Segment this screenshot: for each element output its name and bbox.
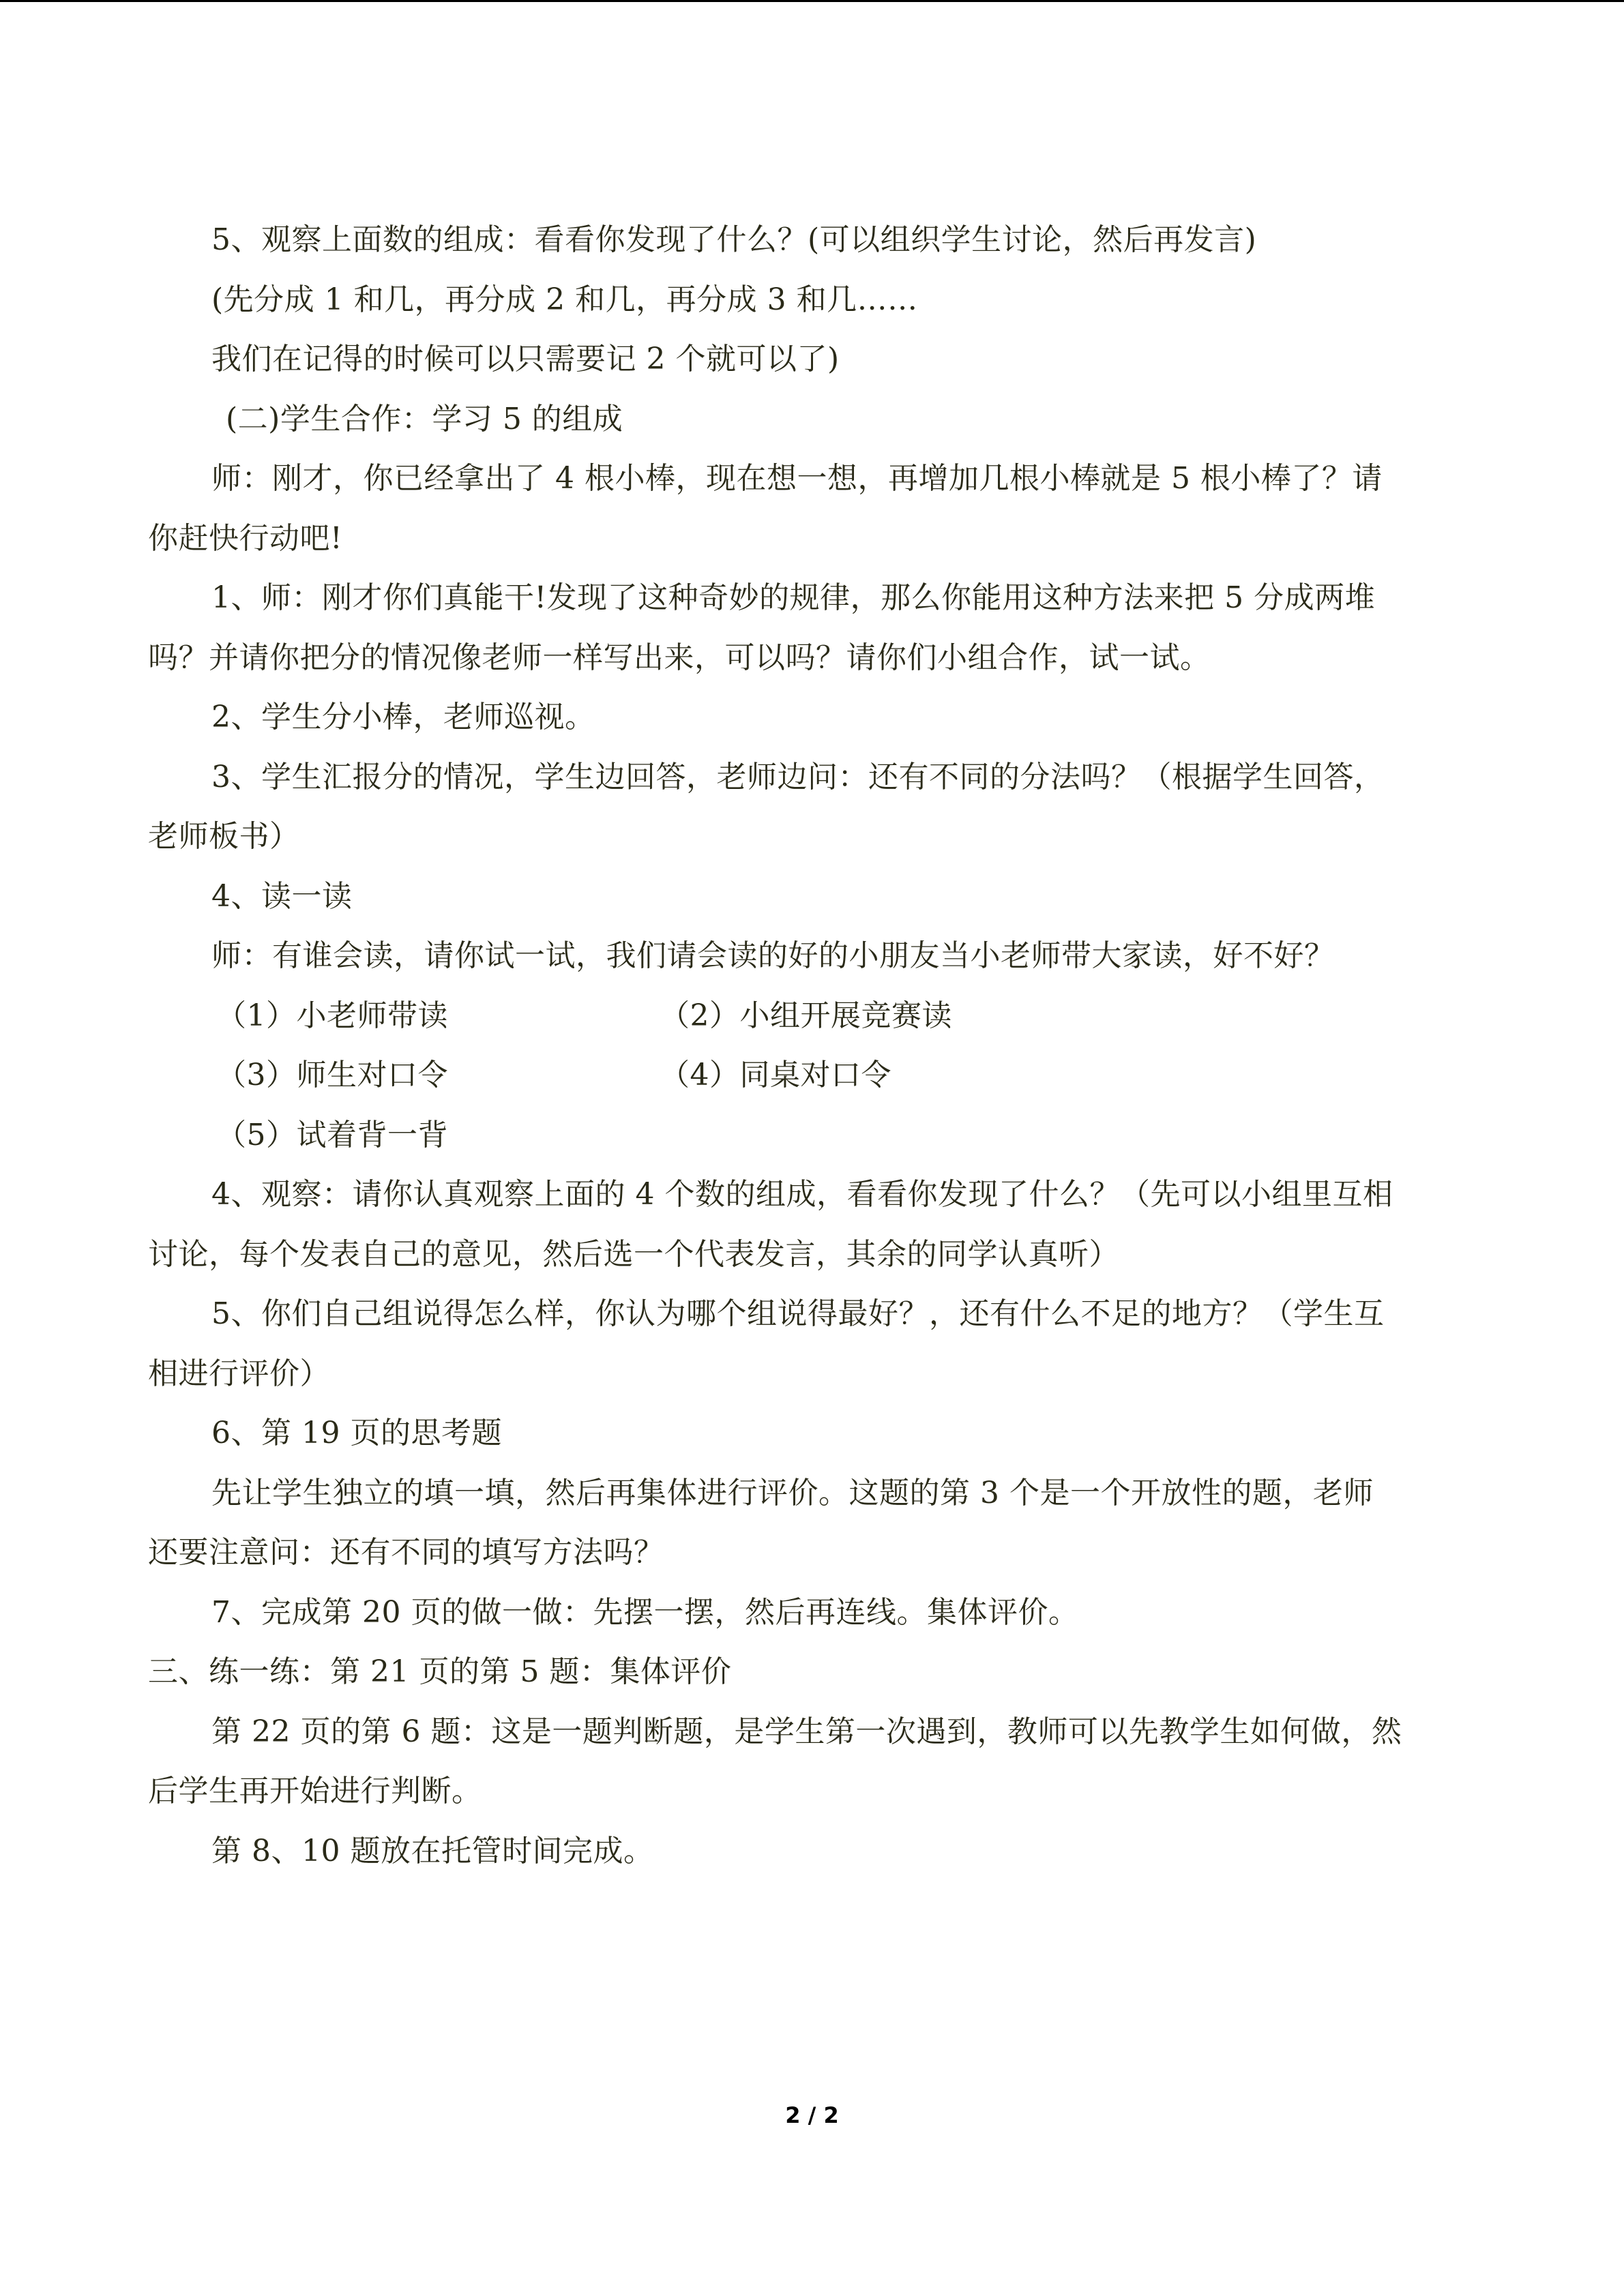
top-border-line bbox=[0, 0, 1624, 2]
paragraph-line: (先分成 1 和几，再分成 2 和几，再分成 3 和几…… bbox=[211, 282, 918, 317]
paragraph-line: 6、第 19 页的思考题 bbox=[211, 1416, 502, 1450]
paragraph-line: 4、读一读 bbox=[211, 878, 353, 914]
reading-methods-row bbox=[148, 1045, 1475, 1105]
paragraph-line: 7、完成第 20 页的做一做：先摆一摆，然后再连线。集体评价。 bbox=[211, 1594, 1079, 1630]
section-heading: (二)学生合作：学习 5 的组成 bbox=[226, 401, 623, 436]
reading-method-item: （2）小组开展竞赛读 bbox=[660, 998, 952, 1033]
paragraph-line: 1、师：刚才你们真能干!发现了这种奇妙的规律，那么你能用这种方法来把 5 分成两堆 bbox=[211, 580, 1376, 615]
paragraph-line: 师：刚才，你已经拿出了 4 根小棒，现在想一想，再增加几根小棒就是 5 根小棒了？请 bbox=[211, 461, 1383, 496]
paragraph-line: 先让学生独立的填一填，然后再集体进行评价。这题的第 3 个是一个开放性的题，老师 bbox=[211, 1475, 1374, 1510]
paragraph-line: 5、你们自己组说得怎么样，你认为哪个组说得最好？，还有什么不足的地方？（学生互 bbox=[211, 1296, 1385, 1331]
paragraph-line: 5、观察上面数的组成：看看你发现了什么？(可以组织学生讨论，然后再发言) bbox=[211, 222, 1257, 257]
paragraph-line: 2、学生分小棒，老师巡视。 bbox=[211, 700, 595, 734]
paragraph-line: 3、学生汇报分的情况，学生边回答，老师边问：还有不同的分法吗？（根据学生回答， bbox=[211, 759, 1385, 794]
paragraph-line: 老师板书） bbox=[148, 819, 300, 854]
page-number: 2 / 2 bbox=[785, 2102, 839, 2128]
section-heading: 三、练一练：第 21 页的第 5 题：集体评价 bbox=[148, 1654, 732, 1689]
paragraph-line: 师：有谁会读，请你试一试，我们请会读的好的小朋友当小老师带大家读，好不好？ bbox=[211, 938, 1335, 973]
paragraph-line: 后学生再开始进行判断。 bbox=[148, 1774, 482, 1808]
paragraph-line: 第 8、10 题放在托管时间完成。 bbox=[211, 1833, 654, 1868]
document-body bbox=[148, 210, 1475, 1881]
reading-method-item: （4）同桌对口令 bbox=[660, 1058, 891, 1092]
paragraph-line: 4、观察：请你认真观察上面的 4 个数的组成，看看你发现了什么？（先可以小组里互相 bbox=[211, 1177, 1393, 1212]
paragraph-line: 讨论，每个发表自己的意见，然后选一个代表发言，其余的同学认真听） bbox=[148, 1236, 1119, 1272]
reading-methods-row bbox=[148, 1105, 1475, 1165]
paragraph-line: 相进行评价） bbox=[148, 1356, 330, 1391]
paragraph-line: 吗？并请你把分的情况像老师一样写出来，可以吗？请你们小组合作，试一试。 bbox=[148, 640, 1211, 675]
reading-method-item: （3）师生对口令 bbox=[216, 1058, 448, 1092]
reading-methods-row bbox=[148, 986, 1475, 1046]
reading-method-item: （1）小老师带读 bbox=[216, 998, 448, 1033]
paragraph-line: 还要注意问：还有不同的填写方法吗？ bbox=[148, 1535, 664, 1570]
reading-method-item: （5）试着背一背 bbox=[216, 1117, 448, 1152]
paragraph-line: 你赶快行动吧! bbox=[148, 520, 343, 556]
paragraph-line: 第 22 页的第 6 题：这是一题判断题，是学生第一次遇到，教师可以先教学生如何做，然 bbox=[211, 1714, 1402, 1749]
paragraph-line: 我们在记得的时候可以只需要记 2 个就可以了) bbox=[211, 342, 840, 376]
